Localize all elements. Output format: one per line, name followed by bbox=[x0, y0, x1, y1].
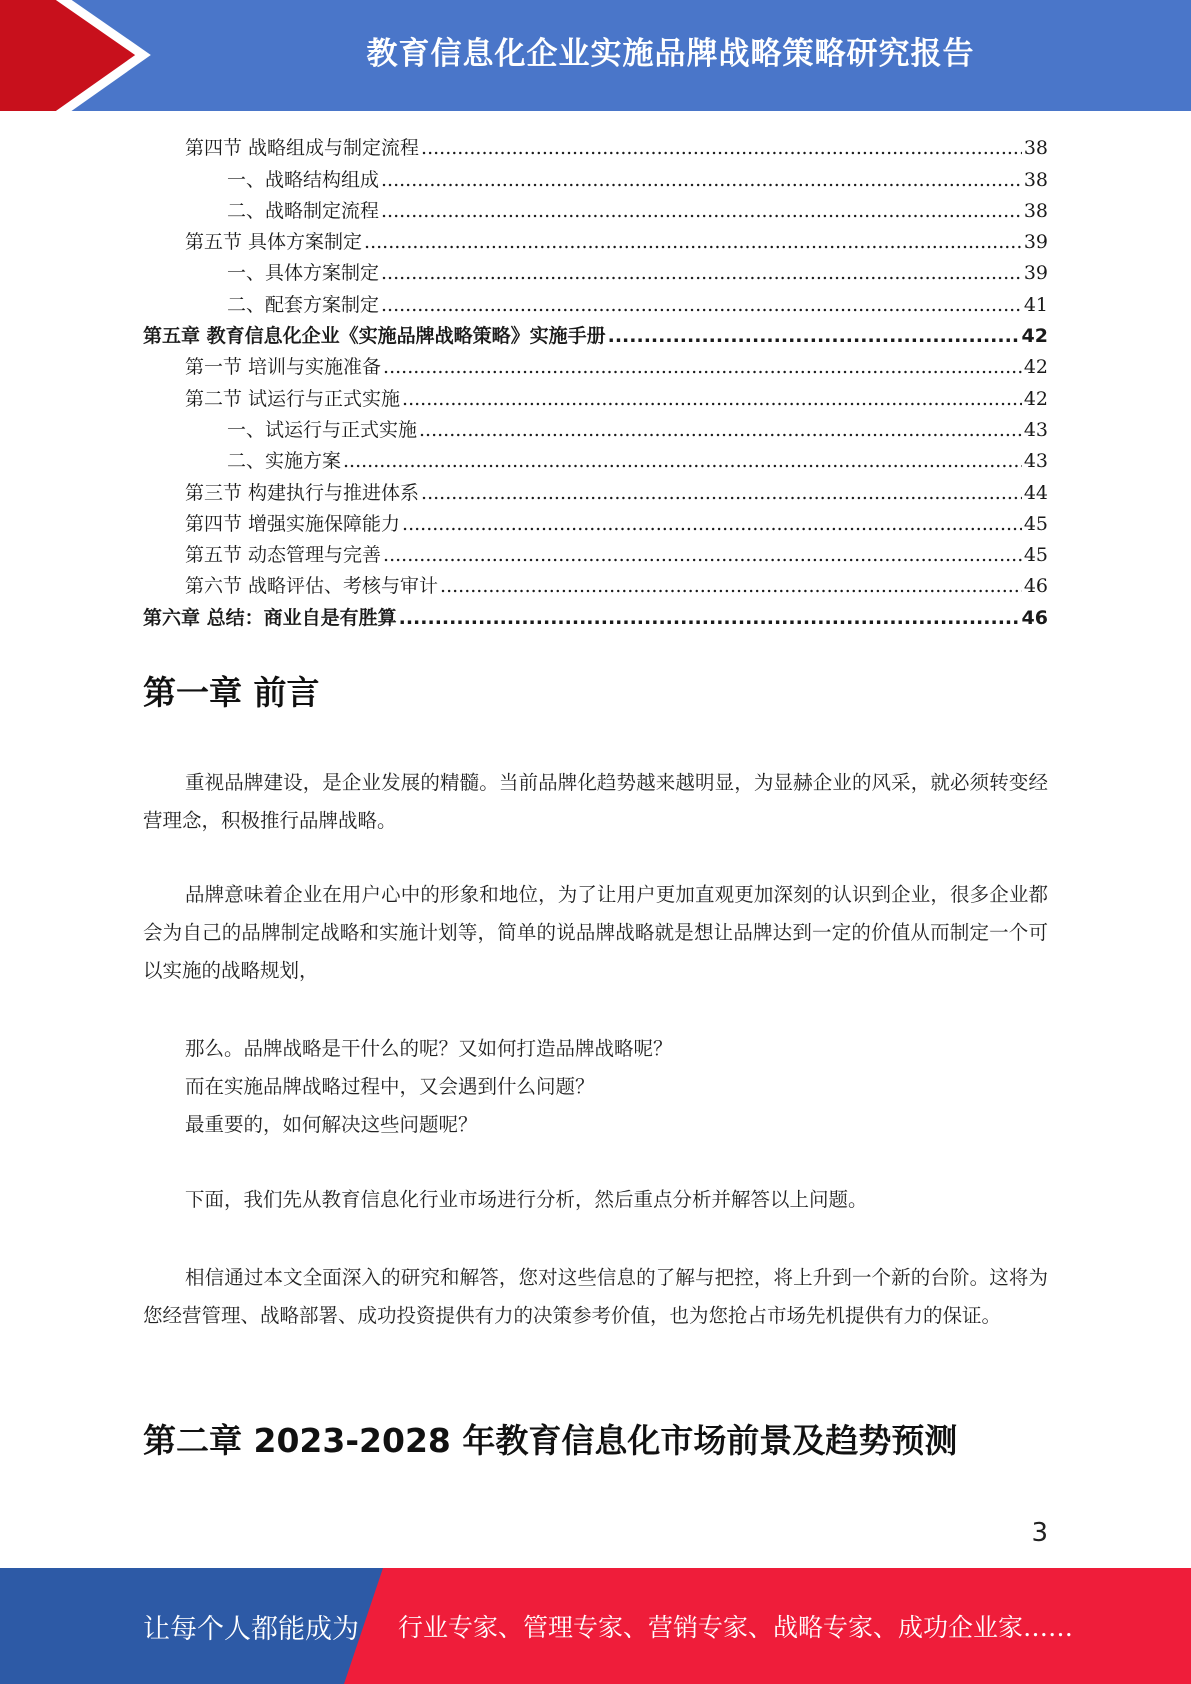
toc-entry-page: 44 bbox=[1023, 481, 1048, 504]
toc-dot-leader bbox=[399, 607, 1020, 629]
toc-dot-leader bbox=[440, 575, 1022, 597]
footer-slogan-left: 让每个人都能成为 bbox=[143, 1613, 359, 1645]
toc-entry-page: 46 bbox=[1023, 575, 1048, 598]
toc-dot-leader bbox=[383, 544, 1022, 566]
footer-slogan-right: 行业专家、管理专家、营销专家、战略专家、成功企业家…… bbox=[398, 1613, 1074, 1642]
chapter-2-heading: 第二章 2023-2028 年教育信息化市场前景及趋势预测 bbox=[143, 1421, 958, 1460]
toc-entry-page: 45 bbox=[1023, 544, 1048, 567]
toc-entry[interactable] bbox=[143, 378, 1048, 409]
toc-entry-title: 第六章 总结：商业自是有胜算 bbox=[143, 606, 397, 629]
toc-entry[interactable] bbox=[143, 222, 1048, 253]
toc-entry[interactable] bbox=[143, 441, 1048, 472]
table-of-contents bbox=[143, 128, 1048, 629]
toc-entry-title: 第四节 战略组成与制定流程 bbox=[185, 137, 420, 160]
toc-dot-leader bbox=[402, 513, 1022, 535]
chapter-1-question-2: 而在实施品牌战略过程中，又会遇到什么问题？ bbox=[185, 1075, 595, 1098]
toc-entry[interactable] bbox=[143, 316, 1048, 347]
toc-entry-page: 42 bbox=[1021, 325, 1048, 348]
toc-entry-page: 41 bbox=[1023, 293, 1048, 316]
toc-entry-page: 43 bbox=[1023, 418, 1048, 441]
toc-dot-leader bbox=[381, 294, 1022, 316]
toc-entry-title: 二、实施方案 bbox=[227, 450, 342, 473]
toc-entry-title: 一、战略结构组成 bbox=[227, 168, 380, 191]
chapter-1-question-3: 最重要的，如何解决这些问题呢？ bbox=[185, 1113, 478, 1136]
toc-entry-title: 第五章 教育信息化企业《实施品牌战略策略》实施手册 bbox=[143, 325, 606, 348]
toc-entry-page: 42 bbox=[1023, 356, 1048, 379]
toc-entry[interactable] bbox=[143, 597, 1048, 628]
toc-dot-leader bbox=[343, 450, 1022, 472]
toc-dot-leader bbox=[364, 231, 1022, 253]
toc-dot-leader bbox=[421, 137, 1022, 159]
toc-entry[interactable] bbox=[143, 472, 1048, 503]
chapter-1-paragraph-1: 重视品牌建设，是企业发展的精髓。当前品牌化趋势越来越明显，为显赫企业的风采，就必须转变经营理念，积极推行品牌战略。 bbox=[143, 771, 1048, 832]
toc-dot-leader bbox=[383, 356, 1022, 378]
chapter-1-paragraph-4: 相信通过本文全面深入的研究和解答，您对这些信息的了解与把控，将上升到一个新的台阶。这将为您经营管理、战略部署、成功投资提供有力的决策参考价值，也为您抢占市场先机提供有力的保证。 bbox=[143, 1266, 1048, 1327]
page-number: 3 bbox=[1031, 1518, 1048, 1548]
toc-entry-title: 一、试运行与正式实施 bbox=[227, 418, 418, 441]
toc-entry-title: 第五节 具体方案制定 bbox=[185, 231, 363, 254]
toc-entry-title: 第五节 动态管理与完善 bbox=[185, 544, 382, 567]
toc-entry[interactable] bbox=[143, 410, 1048, 441]
chapter-1-heading: 第一章 前言 bbox=[143, 673, 320, 712]
toc-entry-title: 第二节 试运行与正式实施 bbox=[185, 387, 401, 410]
toc-entry-page: 39 bbox=[1023, 262, 1048, 285]
toc-entry-page: 38 bbox=[1023, 199, 1048, 222]
toc-entry[interactable] bbox=[143, 191, 1048, 222]
page-header bbox=[0, 0, 1191, 111]
toc-dot-leader bbox=[608, 325, 1020, 347]
chapter-1-paragraph-3: 下面，我们先从教育信息化行业市场进行分析，然后重点分析并解答以上问题。 bbox=[185, 1188, 868, 1211]
header-title: 教育信息化企业实施品牌战略策略研究报告 bbox=[366, 35, 975, 72]
toc-entry-title: 二、配套方案制定 bbox=[227, 293, 380, 316]
chapter-1-paragraph-2: 品牌意味着企业在用户心中的形象和地位，为了让用户更加直观更加深刻的认识到企业，很多企业都会为自己的品牌制定战略和实施计划等，简单的说品牌战略就是想让品牌达到一定的价值从而制定一个可以实施的战略规划， bbox=[143, 883, 1048, 982]
toc-entry-title: 第四节 增强实施保障能力 bbox=[185, 512, 401, 535]
toc-entry-page: 38 bbox=[1023, 137, 1048, 160]
toc-entry[interactable] bbox=[143, 566, 1048, 597]
toc-entry-title: 第一节 培训与实施准备 bbox=[185, 356, 382, 379]
toc-dot-leader bbox=[421, 482, 1022, 504]
toc-dot-leader bbox=[381, 262, 1022, 284]
toc-entry-page: 42 bbox=[1023, 387, 1048, 410]
toc-entry[interactable] bbox=[143, 284, 1048, 315]
toc-entry-title: 第三节 构建执行与推进体系 bbox=[185, 481, 420, 504]
toc-entry-title: 二、战略制定流程 bbox=[227, 199, 380, 222]
toc-entry[interactable] bbox=[143, 159, 1048, 190]
toc-entry-page: 39 bbox=[1023, 231, 1048, 254]
toc-entry-page: 38 bbox=[1023, 168, 1048, 191]
toc-entry[interactable] bbox=[143, 253, 1048, 284]
chapter-1-question-1: 那么。品牌战略是干什么的呢？又如何打造品牌战略呢？ bbox=[185, 1037, 673, 1060]
toc-dot-leader bbox=[381, 169, 1022, 191]
toc-entry[interactable] bbox=[143, 347, 1048, 378]
toc-dot-leader bbox=[402, 388, 1022, 410]
toc-entry-page: 43 bbox=[1023, 450, 1048, 473]
toc-entry[interactable] bbox=[143, 535, 1048, 566]
toc-dot-leader bbox=[419, 419, 1022, 441]
toc-entry[interactable] bbox=[143, 128, 1048, 159]
toc-entry-page: 45 bbox=[1023, 512, 1048, 535]
page-footer bbox=[0, 1568, 1191, 1684]
toc-entry[interactable] bbox=[143, 504, 1048, 535]
toc-dot-leader bbox=[381, 200, 1022, 222]
toc-entry-title: 第六节 战略评估、考核与审计 bbox=[185, 575, 439, 598]
toc-entry-page: 46 bbox=[1021, 606, 1048, 629]
toc-entry-title: 一、具体方案制定 bbox=[227, 262, 380, 285]
